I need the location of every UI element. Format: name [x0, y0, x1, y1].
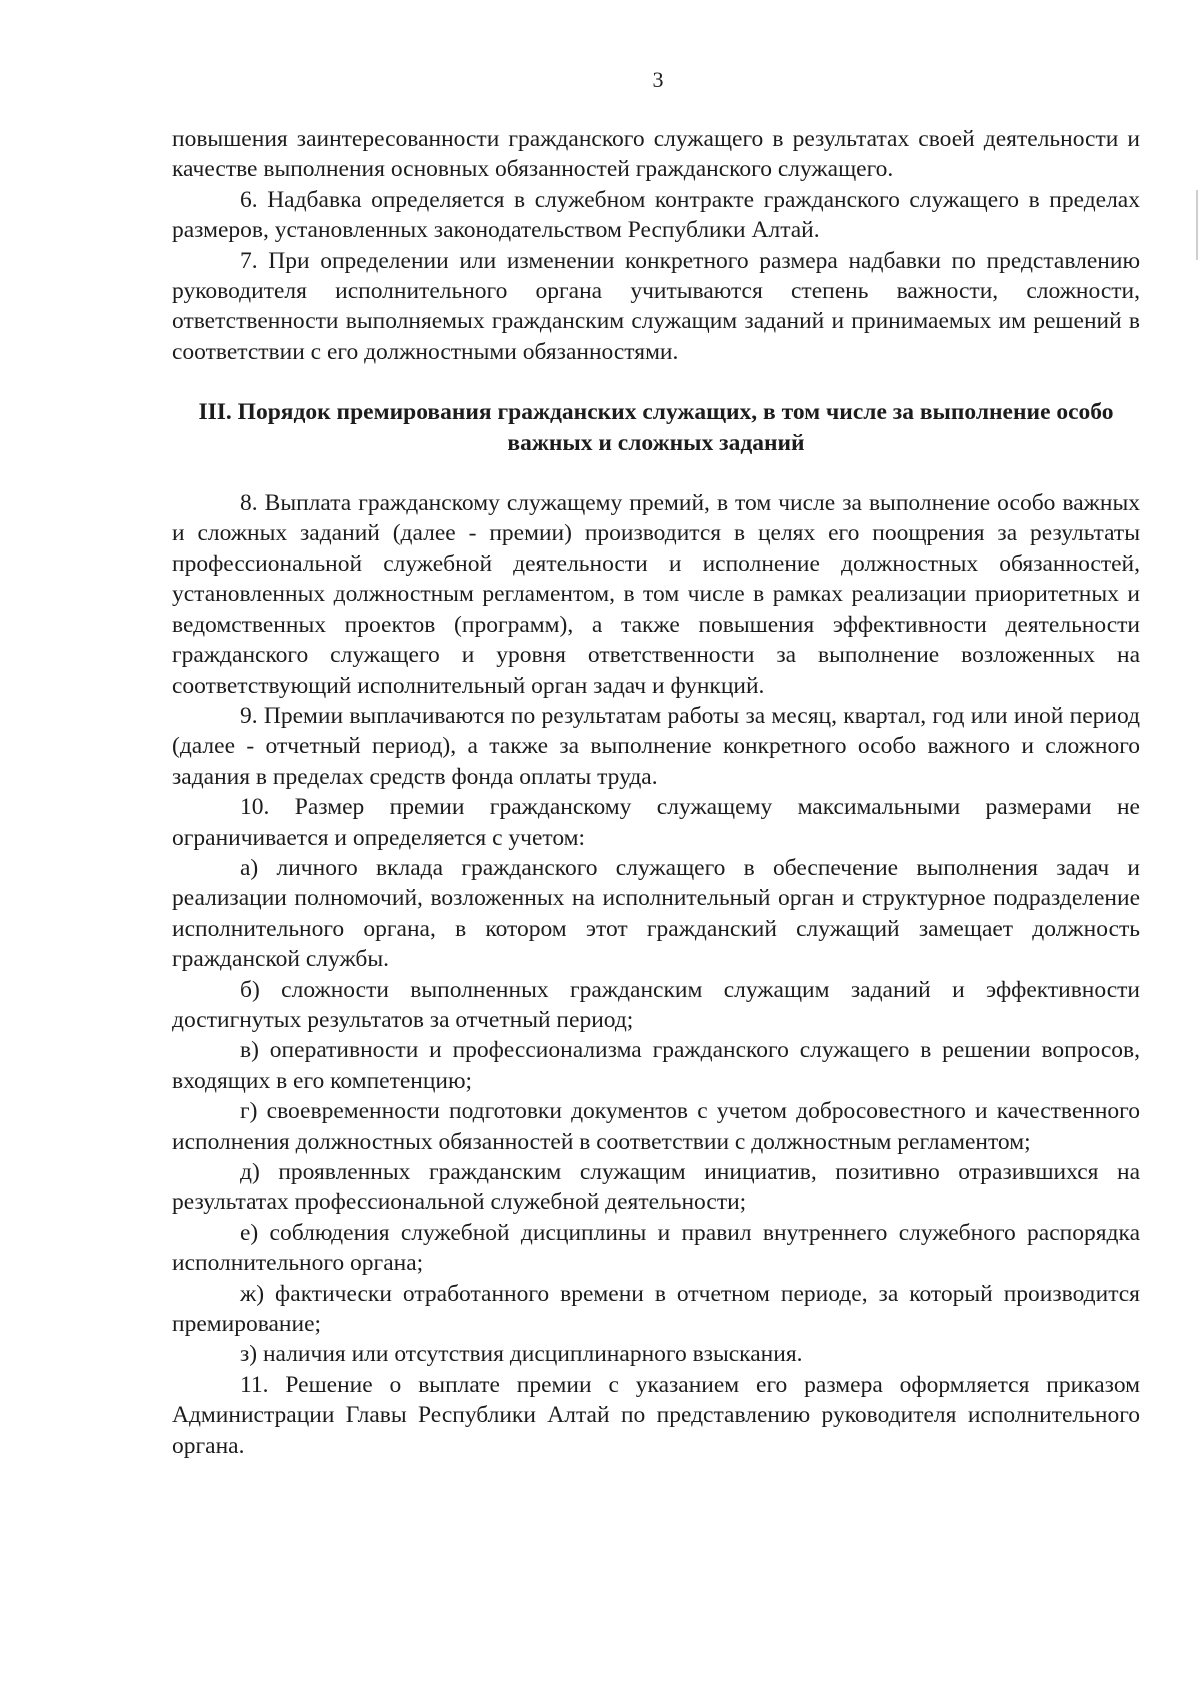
list-item: в) оперативности и профессионализма гражданского служащего в решении вопросов, входящих в его компетенцию;: [172, 1037, 1140, 1094]
page-number: 3: [652, 67, 664, 92]
paragraph: 10. Размер премии гражданскому служащему максимальными размерами не ограничивается и определяется с учетом:: [172, 794, 1140, 851]
paragraph: повышения заинтересованности гражданского служащего в результатах своей деятельности и качестве выполнения основных обязанностей гражданского служащего.: [172, 126, 1140, 183]
document-body: [172, 124, 1140, 1461]
list-item: г) своевременности подготовки документов с учетом добросовестного и качественного исполнения должностных обязанностей в соответствии с должностным регламентом;: [172, 1098, 1140, 1155]
section-heading: III. Порядок премирования гражданских служащих, в том числе за выполнение особо важных и сложных заданий: [198, 399, 1114, 456]
list-item: б) сложности выполненных гражданским служащим заданий и эффективности достигнутых результатов за отчетный период;: [172, 976, 1140, 1033]
list-item: ж) фактически отработанного времени в отчетном периоде, за который производится премирование;: [172, 1280, 1140, 1338]
paragraphs-before-heading: [172, 124, 1140, 367]
paragraphs-after-heading: [172, 488, 1140, 1461]
list-item: д) проявленных гражданским служащим инициатив, позитивно отразившихся на результатах профессиональной служебной деятельности;: [172, 1159, 1140, 1216]
list-item: з) наличия или отсутствия дисциплинарного взыскания.: [240, 1341, 803, 1368]
paragraph: 9. Премии выплачиваются по результатам работы за месяц, квартал, год или иной период (далее - отчетный период), а также за выполнение конкретного особо важного и сложного задания в пределах средств фонда оплаты труда.: [172, 702, 1140, 790]
paragraph: 7. При определении или изменении конкретного размера надбавки по представлению руководителя исполнительного органа учитываются степень важности, сложности, ответственности выполняемых гражданским служащим заданий и принимаемых им решений в соответствии с его должностными обязанностями.: [172, 247, 1140, 365]
paragraph: 8. Выплата гражданскому служащему премий, в том числе за выполнение особо важных и сложных заданий (далее - премии) производится в целях его поощрения за результаты профессиональной служебной деятельности и исполнение должностных обязанностей, установленных должностным регламентом, в том числе в рамках реализации приоритетных и ведомственных проектов (программ), а также повышения эффективности деятельности гражданского служащего и уровня ответственности за выполнение возложенных на соответствующий исполнительный орган задач и функций.: [172, 490, 1140, 699]
list-item: а) личного вклада гражданского служащего в обеспечение выполнения задач и реализации полномочий, возложенных на исполнительный орган и структурное подразделение исполнительного органа, в котором этот гражданский служащий замещает должность гражданской службы.: [172, 854, 1140, 973]
paragraph: 11. Решение о выплате премии с указанием его размера оформляется приказом Администрации Главы Республики Алтай по представлению руководителя исполнительного органа.: [172, 1371, 1140, 1459]
paragraph: 6. Надбавка определяется в служебном контракте гражданского служащего в пределах размеров, установленных законодательством Республики Алтай.: [172, 186, 1140, 244]
list-item: е) соблюдения служебной дисциплины и правил внутреннего служебного распорядка исполнительного органа;: [172, 1219, 1140, 1277]
scan-edge-mark: [1196, 190, 1198, 260]
